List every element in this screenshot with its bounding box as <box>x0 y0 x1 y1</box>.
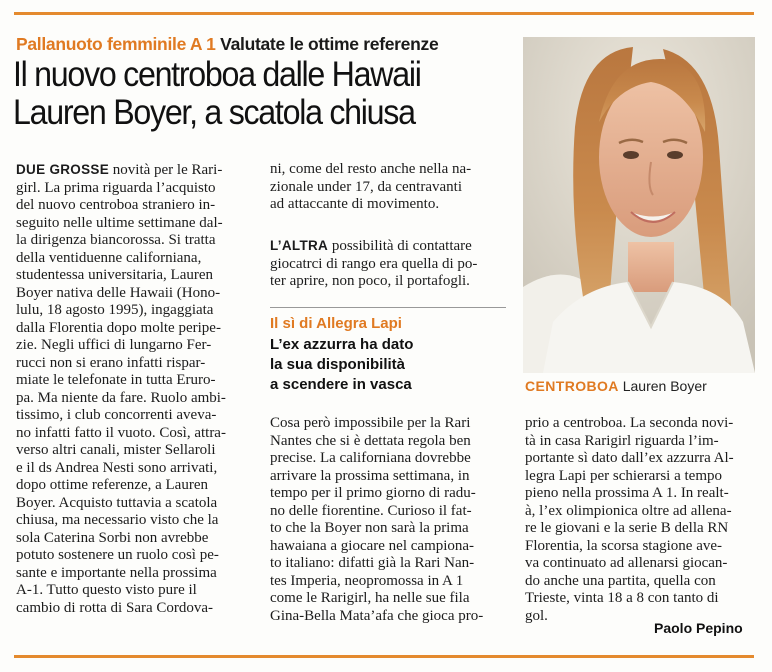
headline <box>13 56 421 132</box>
column-line: miate le telefonate in tutta Erurо- <box>16 372 216 388</box>
column-line: dopo ottime referenze, a Lauren <box>16 477 208 493</box>
column-line: tà in casa Rarigirl riguarda l’im- <box>525 432 719 449</box>
column-line: rucci non si erano infatti rispar- <box>16 354 206 371</box>
column-line: à, l’ex olimpionica oltre ad allena- <box>525 502 732 519</box>
column-line: verso altri canali, mister Sellaroli <box>16 442 216 458</box>
column-line: do anche una partita, quella con <box>525 572 716 589</box>
column-line: re le giovani e la serie B della RN <box>525 520 729 536</box>
column-line: zie. Negli uffici di lungarno Fer- <box>16 337 212 353</box>
column-line: Boyer nativa delle Hawaii (Hono- <box>16 284 221 301</box>
caption-name: Lauren Boyer <box>618 378 707 394</box>
column-line: della ventiduenne californiana, <box>16 249 202 266</box>
column-line: Gina-Bella Mata’afa che gioca pro- <box>270 607 484 624</box>
headline-line: Lauren Boyer, a scatola chiusa <box>13 93 415 132</box>
column-line: Nantes che si è dettata regola ben <box>270 432 471 449</box>
column-line: gol. <box>525 607 548 624</box>
column-line: chiusa, ma necessario visto che la <box>16 512 219 528</box>
column-line: come le Rarigirl, ha nelle sue fila <box>270 590 470 606</box>
column-line: Florentia, la scorsa stagione ave- <box>525 537 723 554</box>
column-line: cambio di rotta di Sara Cordova- <box>16 599 214 616</box>
box-line: la sua disponibilità <box>270 356 406 373</box>
column-line: DUE GROSSE novità per le Rari- <box>16 162 223 178</box>
column-line: del nuovo centroboa straniero in- <box>16 197 216 213</box>
portrait-photo <box>523 37 755 373</box>
bottom-rule <box>14 655 754 658</box>
lead-in: L’ALTRA <box>270 238 329 253</box>
subhead: Valutate le ottime referenze <box>220 34 439 54</box>
column-line: no delle fiorentine. Curioso il fat- <box>270 502 472 519</box>
caption-label: CENTROBOA <box>525 378 619 394</box>
box-line: a scendere in vasca <box>270 376 412 393</box>
kicker <box>16 34 438 55</box>
column-line: pa. Ma niente da fare. Ruolo ambi- <box>16 389 226 406</box>
column-line: girl. La prima riguarda l’acquisto <box>16 179 216 196</box>
byline: Paolo Pepino <box>654 620 743 636</box>
column-line: to che la Boyer non sarà la prima <box>270 520 469 536</box>
column-line: ad attaccante di movimento. <box>270 196 440 212</box>
column-3 <box>525 415 757 625</box>
column-line: giocatrci di rango era quella di po- <box>270 255 478 272</box>
box-divider <box>270 307 506 308</box>
column-line: ter aprire, non poco, il portafogli. <box>270 273 470 289</box>
column-line: va continuato ad allenarsi giocan- <box>525 555 728 571</box>
headline-line: Il nuovo centroboa dalle Hawaii <box>13 55 421 94</box>
column-line: la dirigenza biancorossa. Si tratta <box>16 232 216 248</box>
column-2-bottom <box>270 415 506 625</box>
column-line: L’ALTRA possibilità di contattare <box>270 238 472 254</box>
column-line: arrivare la prossima settimana, in <box>270 467 470 484</box>
column-line: Cosa però impossibile per la Rari <box>270 415 471 431</box>
column-line: tempo per il primo giorno di radu- <box>270 485 476 501</box>
column-line: portante sì dato dall’ex azzurra Al- <box>525 450 734 466</box>
column-line: lulu, 18 agosto 1995), ingaggiata <box>16 302 214 318</box>
column-line: potuto sostenere un ruolo così pe- <box>16 547 219 563</box>
column-line: sola Caterina Sorbi non avrebbe <box>16 529 209 546</box>
column-line: zionale under 17, da centravanti <box>270 178 462 195</box>
column-line: legra Lapi per schierarsi a tempo <box>525 467 722 484</box>
column-line: prio a centroboa. La seconda novi- <box>525 415 734 431</box>
section-label: Pallanuoto femminile A 1 <box>16 34 216 54</box>
column-line: e il ds Andrea Nesti sono arrivati, <box>16 459 218 476</box>
top-rule <box>14 12 754 15</box>
box-title: Il sì di Allegra Lapi <box>270 315 402 332</box>
column-line: tes Imperia, neopromossa in A 1 <box>270 572 464 589</box>
column-line: sante e importante nella prossima <box>16 564 217 581</box>
column-2-top <box>270 161 506 214</box>
column-line: Trieste, vinta 18 a 8 con tanto di <box>525 590 719 606</box>
lead-in: DUE GROSSE <box>16 162 110 177</box>
column-line: to italiano: difatti già la Rari Nan- <box>270 555 475 571</box>
column-line: no infatti fatto il vuoto. Così, attra- <box>16 424 226 441</box>
column-1 <box>16 161 261 617</box>
column-line: dalla Florentia dopo molte peripe- <box>16 319 221 336</box>
column-line: studentessa universitaria, Lauren <box>16 267 214 283</box>
portrait-illustration <box>523 37 755 373</box>
photo-caption <box>525 378 707 394</box>
box-body <box>270 335 413 395</box>
column-line: seguito nelle ultime settimane dal- <box>16 214 223 231</box>
column-2-paragraph <box>270 237 506 291</box>
column-line: hawaiana a giocare nel campiona- <box>270 537 475 554</box>
column-line: Boyer. Acquisto tuttavia a scatola <box>16 494 218 511</box>
box-line: L’ex azzurra ha dato <box>270 336 414 353</box>
column-line: tissimo, i club concorrenti aveva- <box>16 407 217 423</box>
column-line: precise. La californiana dovrebbe <box>270 450 471 466</box>
column-line: A-1. Tutto questo visto pure il <box>16 582 197 598</box>
column-line: pieno nella prossima A 1. In realt- <box>525 485 729 501</box>
column-line: ni, come del resto anche nella na- <box>270 161 472 177</box>
